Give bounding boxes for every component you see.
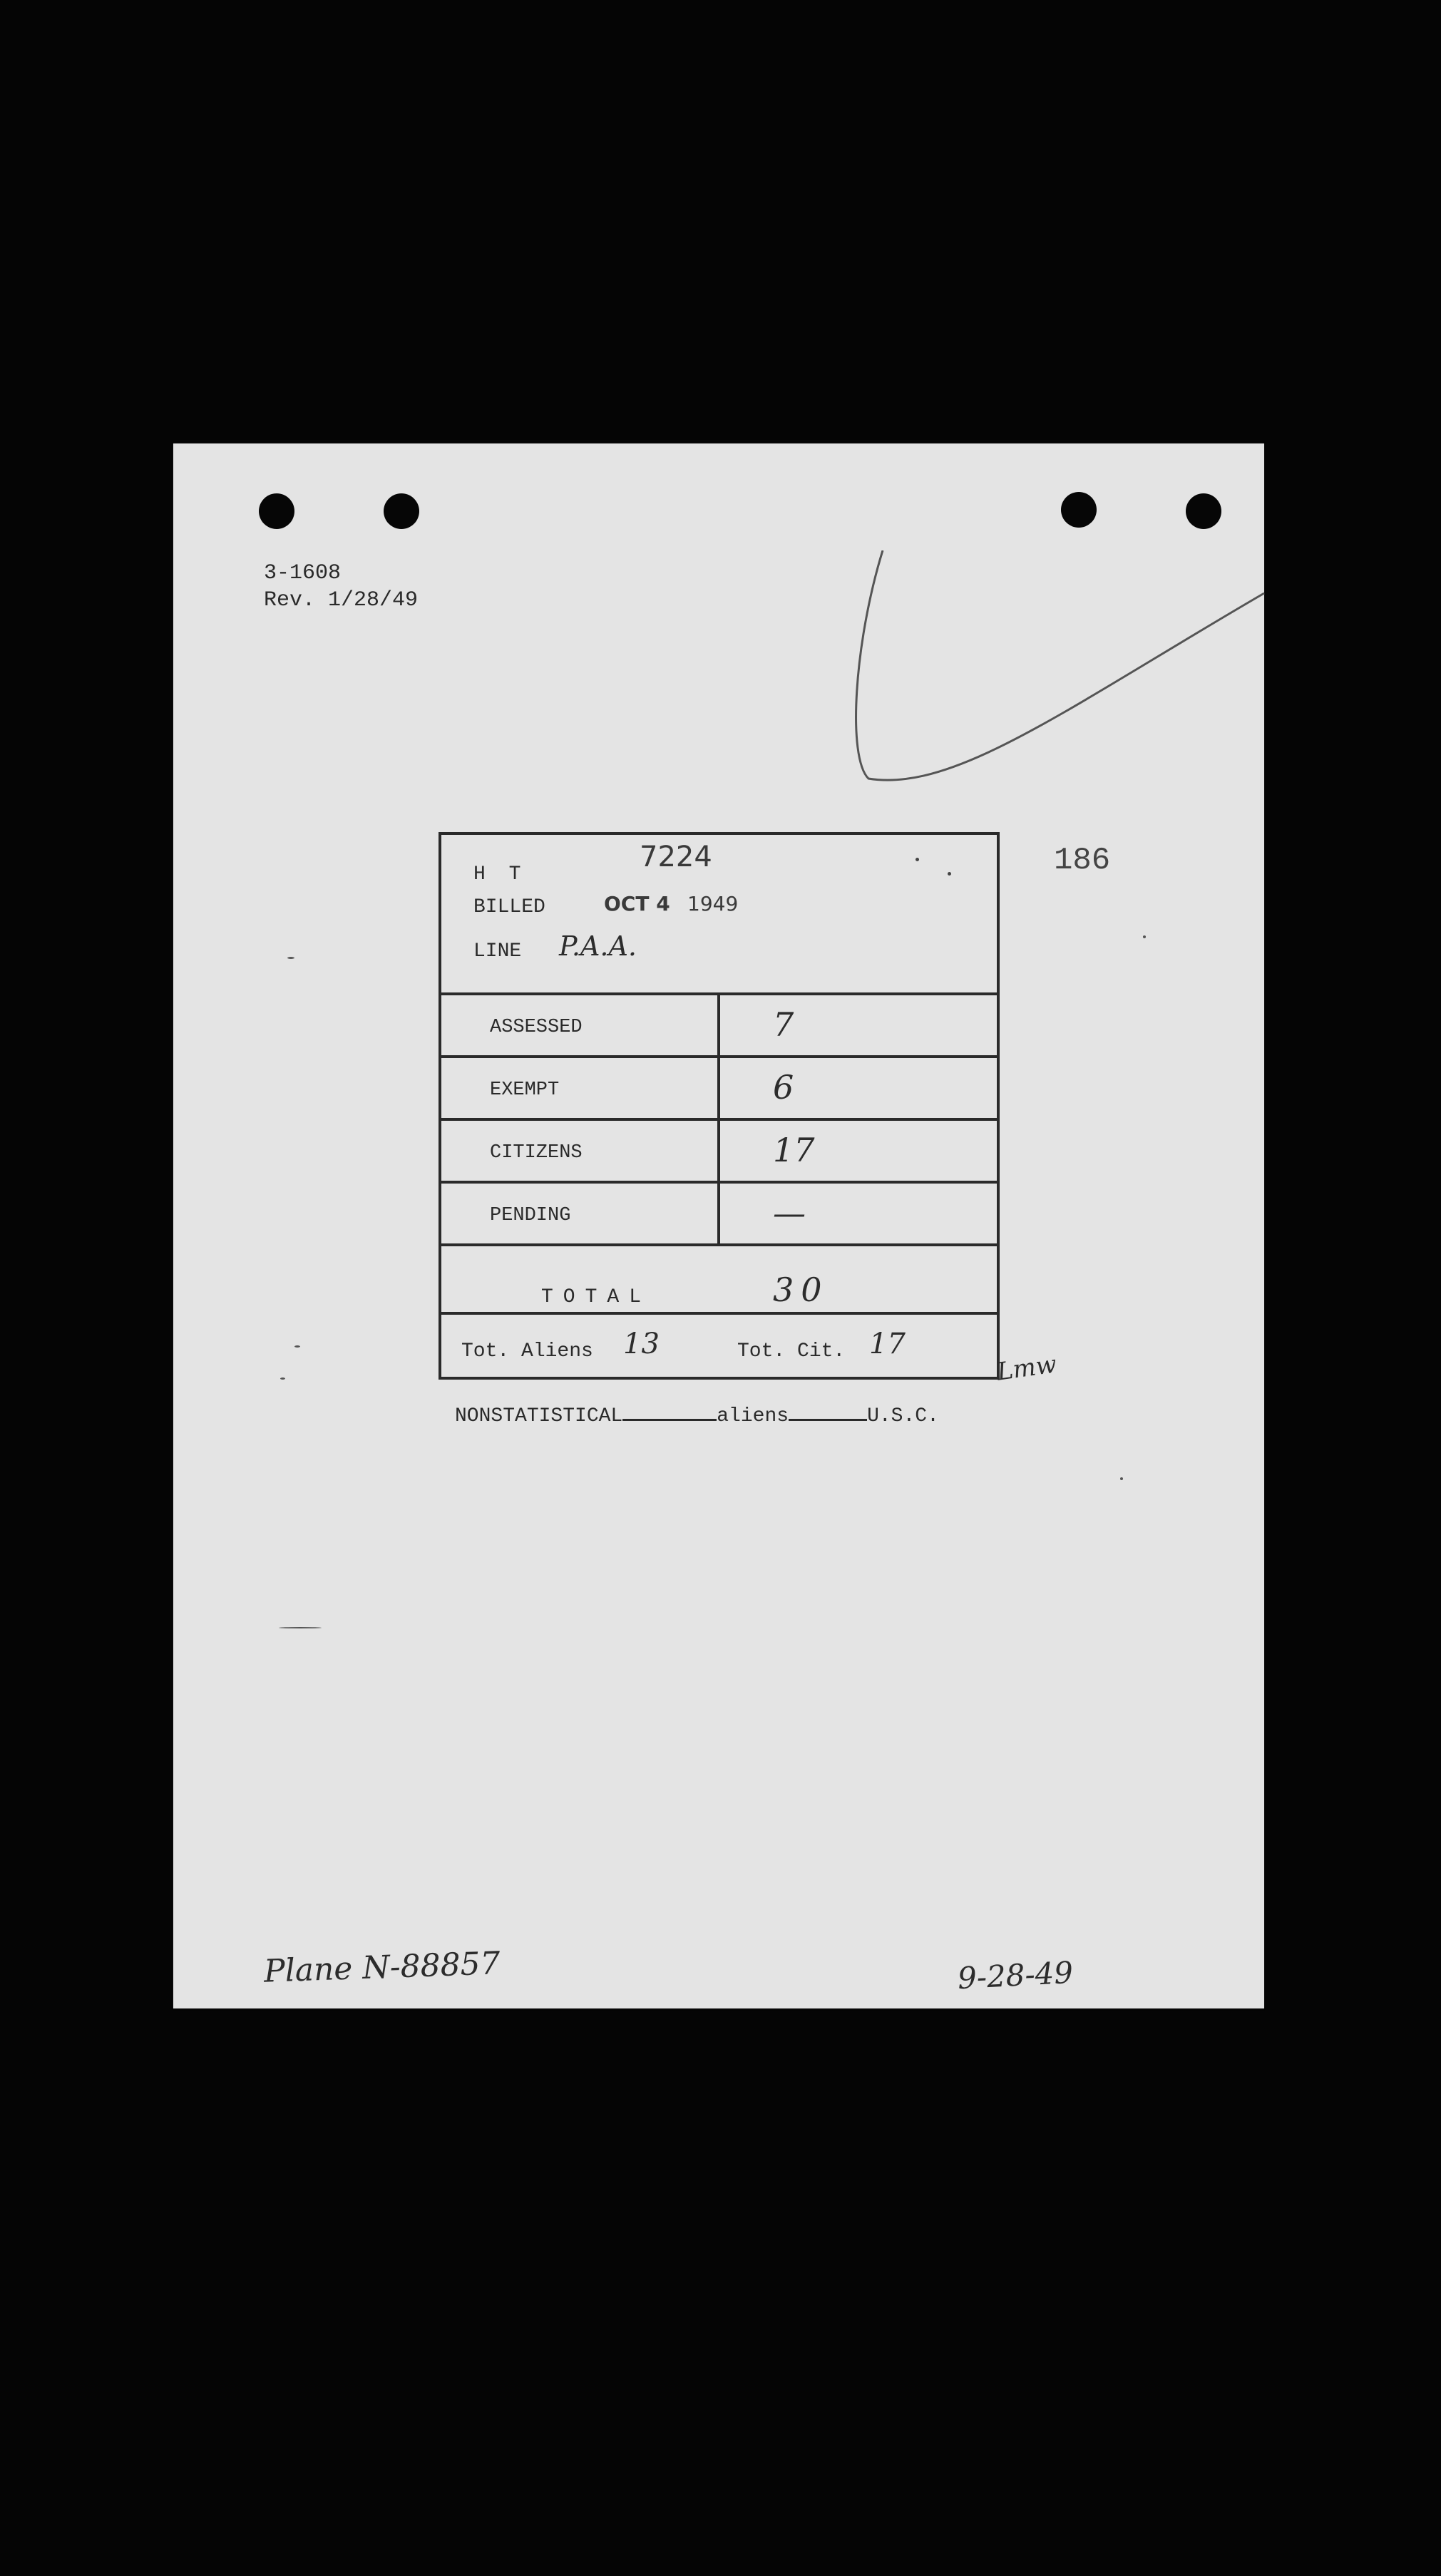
column-divider — [717, 995, 720, 1055]
manifest-number: 7224 — [640, 841, 712, 873]
column-divider — [717, 1184, 720, 1243]
table-row — [441, 1058, 997, 1121]
paper-speck — [287, 957, 294, 959]
aliens-label: aliens — [717, 1405, 789, 1427]
row-label: ASSESSED — [490, 1017, 583, 1038]
blank-field — [622, 1403, 717, 1421]
form-header — [441, 835, 997, 995]
punch-hole — [259, 493, 294, 529]
ink-dot — [948, 872, 951, 876]
total-label: TOTAL — [541, 1286, 652, 1308]
form-number: 3-1608 — [264, 561, 342, 585]
row-value: 7 — [773, 1005, 794, 1044]
paper-speck — [294, 1345, 300, 1348]
punch-hole — [384, 493, 419, 529]
row-label: EXEMPT — [490, 1079, 560, 1101]
nonstatistical-line — [455, 1403, 939, 1427]
nonstatistical-label: NONSTATISTICAL — [455, 1405, 623, 1427]
table-row — [441, 1121, 997, 1184]
row-value: 6 — [773, 1068, 794, 1107]
form-identifier — [264, 560, 418, 614]
document-page — [173, 443, 1264, 2008]
pen-stroke-mark — [840, 550, 1268, 807]
total-aliens-label: Tot. Aliens — [461, 1340, 593, 1363]
row-value: — — [773, 1194, 806, 1232]
total-aliens-value: 13 — [623, 1328, 660, 1360]
usc-label: U.S.C. — [867, 1405, 939, 1427]
row-label: CITIZENS — [490, 1142, 583, 1164]
clerk-initials: Lmw — [995, 1350, 1059, 1387]
billed-date-stamp: OCT 4 — [604, 892, 670, 915]
line-value: P.A.A. — [559, 930, 637, 962]
row-value: 17 — [773, 1131, 815, 1169]
paper-speck — [1120, 1477, 1123, 1480]
punch-hole — [1186, 493, 1221, 529]
paper-speck — [1143, 935, 1146, 938]
table-row — [441, 995, 997, 1058]
column-divider — [717, 1058, 720, 1118]
paper-speck — [279, 1627, 322, 1628]
column-divider — [717, 1121, 720, 1181]
plane-note: Plane N-88857 — [263, 1945, 501, 1990]
line-label: LINE — [473, 940, 522, 963]
total-value: 30 — [773, 1271, 829, 1309]
billed-label: BILLED — [473, 896, 545, 918]
table-row — [441, 1184, 997, 1246]
row-label: PENDING — [490, 1205, 571, 1226]
page-number: 186 — [1054, 843, 1111, 878]
total-citizens-label: Tot. Cit. — [737, 1340, 846, 1363]
total-citizens-value: 17 — [869, 1328, 906, 1360]
totals-line — [441, 1315, 997, 1377]
punch-hole — [1061, 492, 1097, 528]
form-revision: Rev. 1/28/49 — [264, 588, 419, 612]
blank-field — [789, 1403, 867, 1421]
billed-year-stamp: 1949 — [687, 892, 739, 915]
date-note: 9-28-49 — [956, 1954, 1075, 1996]
paper-speck — [280, 1377, 285, 1380]
manifest-form-box — [439, 832, 1000, 1380]
total-row — [441, 1246, 997, 1315]
count-table — [441, 995, 997, 1377]
ink-dot — [916, 858, 919, 861]
ht-label: H T — [473, 863, 527, 886]
